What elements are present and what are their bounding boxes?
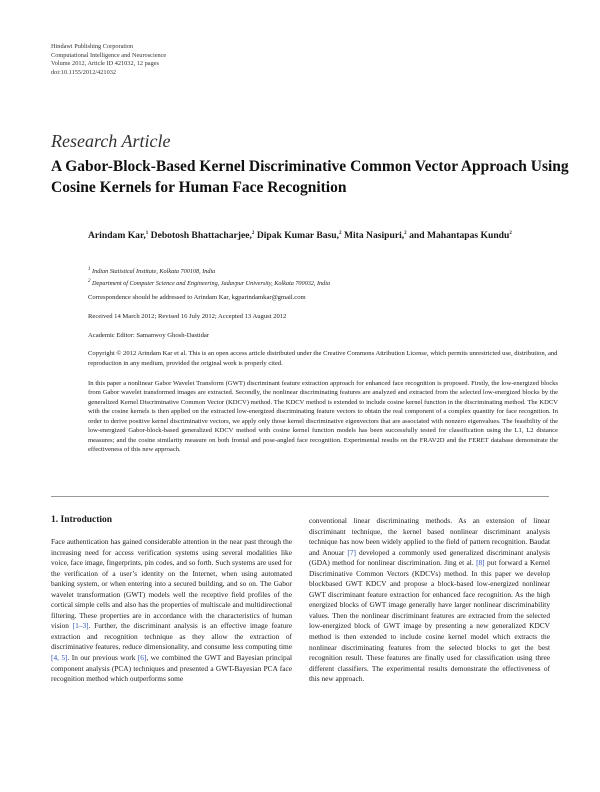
intro-column-left [51, 537, 292, 685]
abstract: In this paper a nonlinear Gabor Wavelet Transform (GWT) discriminant feature extraction approach for enhanced face recognition is proposed. Firstly, the low-energized blocks from Gabor wavelet transformed images are extracted. Secondly, the nonlinear discriminating features are analyzed and extracted from the selected low-energized blocks by the generalized Kernel Discriminative Common Vector (KDCV) method. The KDCV method is extended to include cosine kernel function in the discriminating method. The KDCV with the cosine kernels is then applied on the extracted low-energized discriminating feature vectors to obtain the real component of a complex quantity for face recognition. In order to derive positive kernel discriminative vectors, we apply only those kernel discriminative eigenvectors that are associated with nonzero eigenvalues. The feasibility of the low-energized Gabor-block-based generalized KDCV method with cosine kernel function models has been successfully tested for classification using the L1, L2 distance measures; and the cosine similarity measure on both frontal and pose-angled face recognition. Experimental results on the FRAV2D and the FERET database demonstrate the effectiveness of this new approach. [88, 380, 558, 454]
affiliation-2: $^2$ Department of Computer Science and Engineering, Jadavpur University, Kolkata 700032, India [88, 278, 331, 287]
author-name: Dipak Kumar Basu, [256, 230, 340, 241]
section-heading-introduction: 1. Introduction [51, 515, 113, 525]
author-name: Arindam Kar, [88, 230, 146, 241]
academic-editor: Academic Editor: Samanwoy Ghosh-Dastidar [88, 332, 210, 339]
journal-header [51, 43, 166, 77]
author-affiliation-mark: 2 [251, 230, 255, 236]
author-name: Debotosh Bhattacharjee, [150, 230, 252, 241]
affiliations [88, 266, 330, 289]
body-text: put forward a Kernel Discriminative Common Vectors (KDCVs) method. In this paper we develop blockbased GWT KDCV and propose a block-based low-energized nonlinear GWT discriminant feature extraction for enhanced face recognition. As the high energized blocks of GWT image generally have larger nonlinear discriminability values. Then the nonlinear discriminant features are extracted from the selected low-energized block of GWT image by presenting a new generalized KDCV method is then extended to include cosine kernel model which extracts the nonlinear discriminating features from the selected blocks to get the best recognition result. These features are finally used for classification using three different classifiers. The experimental results demonstrate the effectiveness of this new approach. [309, 558, 551, 684]
author-affiliation-mark: 2 [339, 230, 342, 236]
article-type: Research Article [51, 131, 171, 151]
intro-column-right [309, 516, 550, 685]
body-text: developed a commonly used generalized discriminant analysis (GDA) method for nonlinear discrimination. Jing et al. [309, 547, 550, 568]
author-affiliation-mark: 1 [145, 230, 149, 236]
body-text: Face authentication has gained considerable attention in the near past through the increasing need for access verification systems using several modalities like voice, face image, fingerprints, pin codes, and so forth. Such systems are used for the verification of a user’s identity on the Internet, when using automated banking system, or when entering into a secured building, and so on. The Gabor wavelet transformation (GWT) models well the receptive field profiles of the cortical simple cells and also has the properties of multiscale and multidirectional filtering. These properties are in accordance with the characteristics of human vision [51, 537, 292, 631]
citation-link[interactable]: [7] [347, 547, 356, 557]
copyright-notice: Copyright © 2012 Arindam Kar et al. This is an open access article distributed under the Creative Commons Attribution License, which permits unrestricted use, distribution, and reproduction in any medium, provided the original work is properly cited. [88, 350, 558, 367]
affiliation-1: $^1$ Indian Statistical Institute, Kolkata 700108, India [88, 266, 216, 275]
citation-link[interactable]: [8] [476, 558, 485, 568]
received-dates: Received 14 March 2012; Revised 16 July 2012; Accepted 13 August 2012 [88, 313, 287, 320]
citation-link[interactable]: [1–3] [72, 621, 89, 631]
body-text: , we combined the GWT and Bayesian principal component analysis (PCA) techniques and presented a GWT-Bayesian PCA face recognition method which outperforms some [51, 653, 292, 684]
citation-link[interactable]: [6] [137, 653, 147, 663]
author-name: and Mahantapas Kundu [409, 230, 510, 241]
body-text: . In our previous work [67, 653, 138, 663]
paper-title: A Gabor-Block-Based Kernel Discriminative Common Vector Approach Using Cosine Kernels for Human Face Recognition [51, 158, 569, 196]
volume-info: Volume 2012, Article ID 421032, 12 pages [51, 60, 159, 67]
body-text: . Further, the discriminant analysis is an effective image feature extraction and recognition technique as they allow the extraction of discriminative features, reduce dimensionality, and consume less computing time [51, 621, 292, 652]
doi: doi:10.1155/2012/421032 [51, 68, 117, 76]
author-affiliation-mark: 2 [404, 230, 407, 236]
journal-name: Computational Intelligence and Neuroscience [51, 51, 167, 59]
author-list [88, 229, 558, 243]
section-divider [51, 496, 549, 497]
author-name: Mita Nasipuri, [343, 230, 405, 241]
citation-link[interactable]: [4, 5] [51, 653, 68, 663]
correspondence: Correspondence should be addressed to Arindam Kar, kgparindamkar@gmail.com [88, 294, 306, 301]
publisher-name: Hindawi Publishing Corporation [51, 43, 134, 50]
body-text: conventional linear discriminating methods. As an extension of linear discriminant technique, the kernel based nonlinear discriminant analysis technique has now been widely applied to the field of pattern recognition. Baudat and Anouar [309, 516, 550, 557]
author-affiliation-mark: 2 [509, 230, 512, 236]
